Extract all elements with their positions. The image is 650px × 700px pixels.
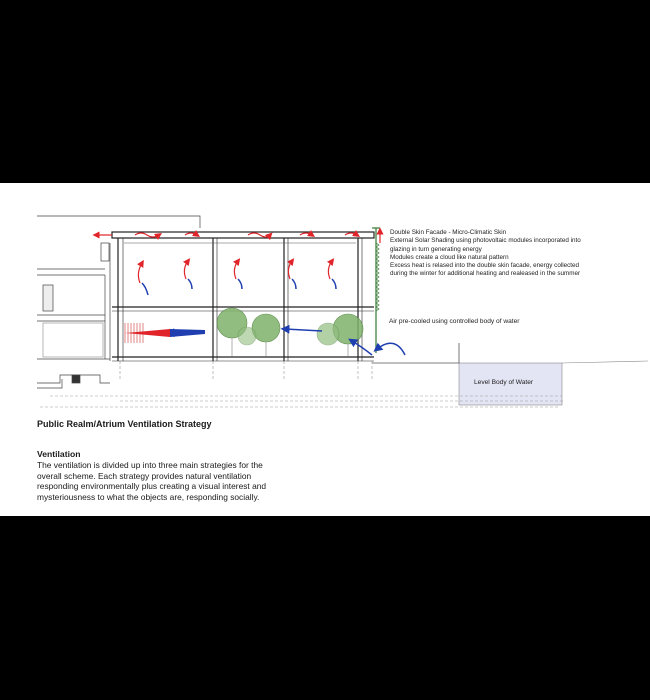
- air-precooled-note: Air pre-cooled using controlled body of water: [389, 318, 520, 325]
- warm-air-arrows: [96, 231, 380, 283]
- ventilation-line: The ventilation is divided up into three main strategies for the: [37, 460, 263, 470]
- ventilation-line: overall scheme. Each strategy provides natural ventilation: [37, 470, 252, 481]
- diagram-panel: [0, 183, 650, 516]
- diagram-title: Public Realm/Atrium Ventilation Strategy: [37, 419, 212, 429]
- water-body-label: Level Body of Water: [474, 379, 534, 386]
- double-skin-facade: [372, 228, 380, 353]
- facade-note-line: Modules create a cloud like natural pattern: [390, 253, 509, 261]
- warm-air-inlet-arrow: [125, 329, 170, 337]
- facade-note-line: External Solar Shading using photovoltaic modules incorporated into: [390, 237, 581, 245]
- facade-note-line: during the winter for additional heating and realeased in the summer: [390, 270, 581, 278]
- facade-note-line: Double Skin Facade - Micro-Climatic Skin: [390, 229, 507, 236]
- cool-air-inlet-arrow: [170, 329, 205, 337]
- ventilation-heading: Ventilation: [37, 449, 81, 459]
- trees: [217, 308, 363, 357]
- facade-notes: [390, 229, 581, 279]
- ventilation-line: responding environmentally plus creating a visual interest and: [37, 481, 267, 492]
- facade-note-line: Excess heat is relased into the double skin facade, energy collected: [390, 262, 580, 270]
- ventilation-description: [37, 460, 307, 502]
- ventilation-line: mysteriousness to what the objects are, responding socially.: [37, 491, 260, 502]
- facade-note-line: glazing in turn generating energy: [390, 245, 482, 253]
